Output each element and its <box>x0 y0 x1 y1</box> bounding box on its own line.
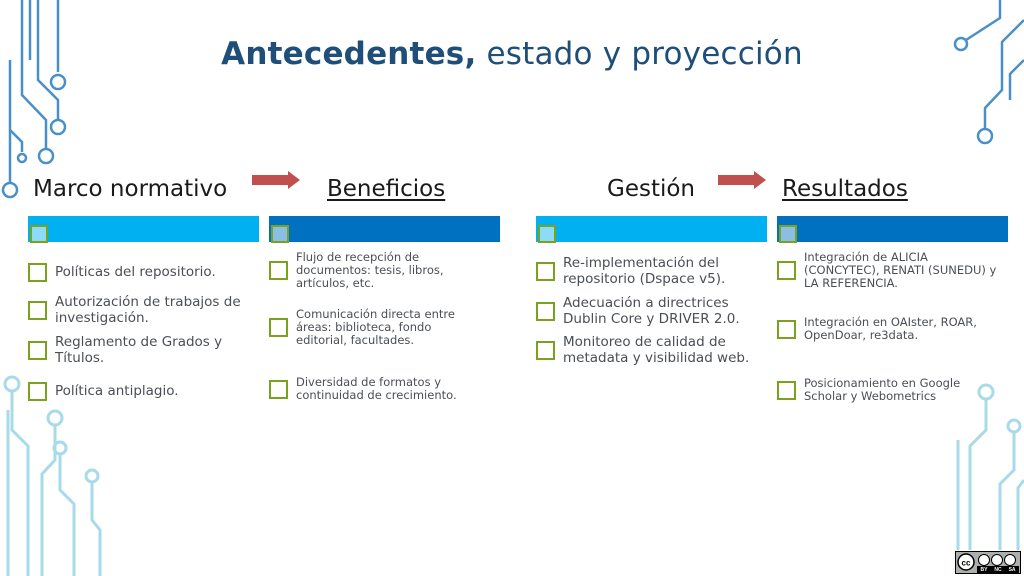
heading-marco-normativo: Marco normativo <box>33 176 228 202</box>
list-item: Adecuación a directrices Dublin Core y DRIVER 2.0. <box>536 296 756 327</box>
checkbox-icon <box>28 301 47 320</box>
checkbox-icon <box>536 341 555 360</box>
creative-commons-by-nc-sa-icon <box>955 551 1021 574</box>
checkbox-icon <box>28 341 47 360</box>
list-item: Integración en OAIster, ROAR, OpenDoar, re3data. <box>777 316 1002 342</box>
license-label: BY <box>980 566 988 573</box>
list-item: Políticas del repositorio. <box>28 263 258 282</box>
license-label: SA <box>1008 566 1016 573</box>
checkbox-icon <box>536 302 555 321</box>
checkbox-icon <box>779 225 797 243</box>
list-item: Posicionamiento en Google Scholar y Webometrics <box>777 377 977 403</box>
list-item: Re-implementación del repositorio (Dspace v5). <box>536 256 736 287</box>
list-item: Diversidad de formatos y continuidad de crecimiento. <box>269 376 469 402</box>
heading-resultados: Resultados <box>782 176 908 202</box>
heading-beneficios: Beneficios <box>327 176 446 202</box>
checkbox-icon <box>777 320 796 339</box>
column-header-bar <box>269 216 500 242</box>
checkbox-icon <box>269 318 288 337</box>
list-item: Política antiplagio. <box>28 382 258 401</box>
list-item: Reglamento de Grados y Títulos. <box>28 335 243 366</box>
list-item: Flujo de recepción de documentos: tesis, libros, artículos, etc. <box>269 251 459 291</box>
list-item: Monitoreo de calidad de metadata y visibilidad web. <box>536 335 768 366</box>
list-item: Comunicación directa entre áreas: biblioteca, fondo editorial, facultades. <box>269 308 469 348</box>
checkbox-icon <box>28 382 47 401</box>
checkbox-icon <box>777 381 796 400</box>
circuit-decoration-bottom-right-icon <box>940 380 1024 550</box>
svg-text:cc: cc <box>961 558 971 568</box>
right-arrow-icon <box>718 171 766 189</box>
column-header-bar <box>28 216 259 242</box>
checkbox-icon <box>30 225 48 243</box>
column-header-bar <box>777 216 1008 242</box>
checkbox-icon <box>269 261 288 280</box>
circuit-decoration-top-right-icon <box>940 0 1024 160</box>
license-label: NC <box>994 566 1002 573</box>
checkbox-icon <box>28 263 47 282</box>
checkbox-icon <box>538 225 556 243</box>
slide-title <box>0 36 1024 72</box>
right-arrow-icon <box>252 171 300 189</box>
checkbox-icon <box>269 380 288 399</box>
column-header-bar <box>536 216 767 242</box>
list-item: Integración de ALICIA (CONCYTEC), RENATI (SUNEDU) y LA REFERENCIA. <box>777 251 1002 291</box>
checkbox-icon <box>777 261 796 280</box>
checkbox-icon <box>536 262 555 281</box>
checkbox-icon <box>271 225 289 243</box>
title-rest: estado y proyección <box>476 36 803 72</box>
list-item: Autorización de trabajos de investigación. <box>28 295 258 326</box>
heading-gestion: Gestión <box>607 176 696 202</box>
title-bold: Antecedentes, <box>221 36 477 72</box>
